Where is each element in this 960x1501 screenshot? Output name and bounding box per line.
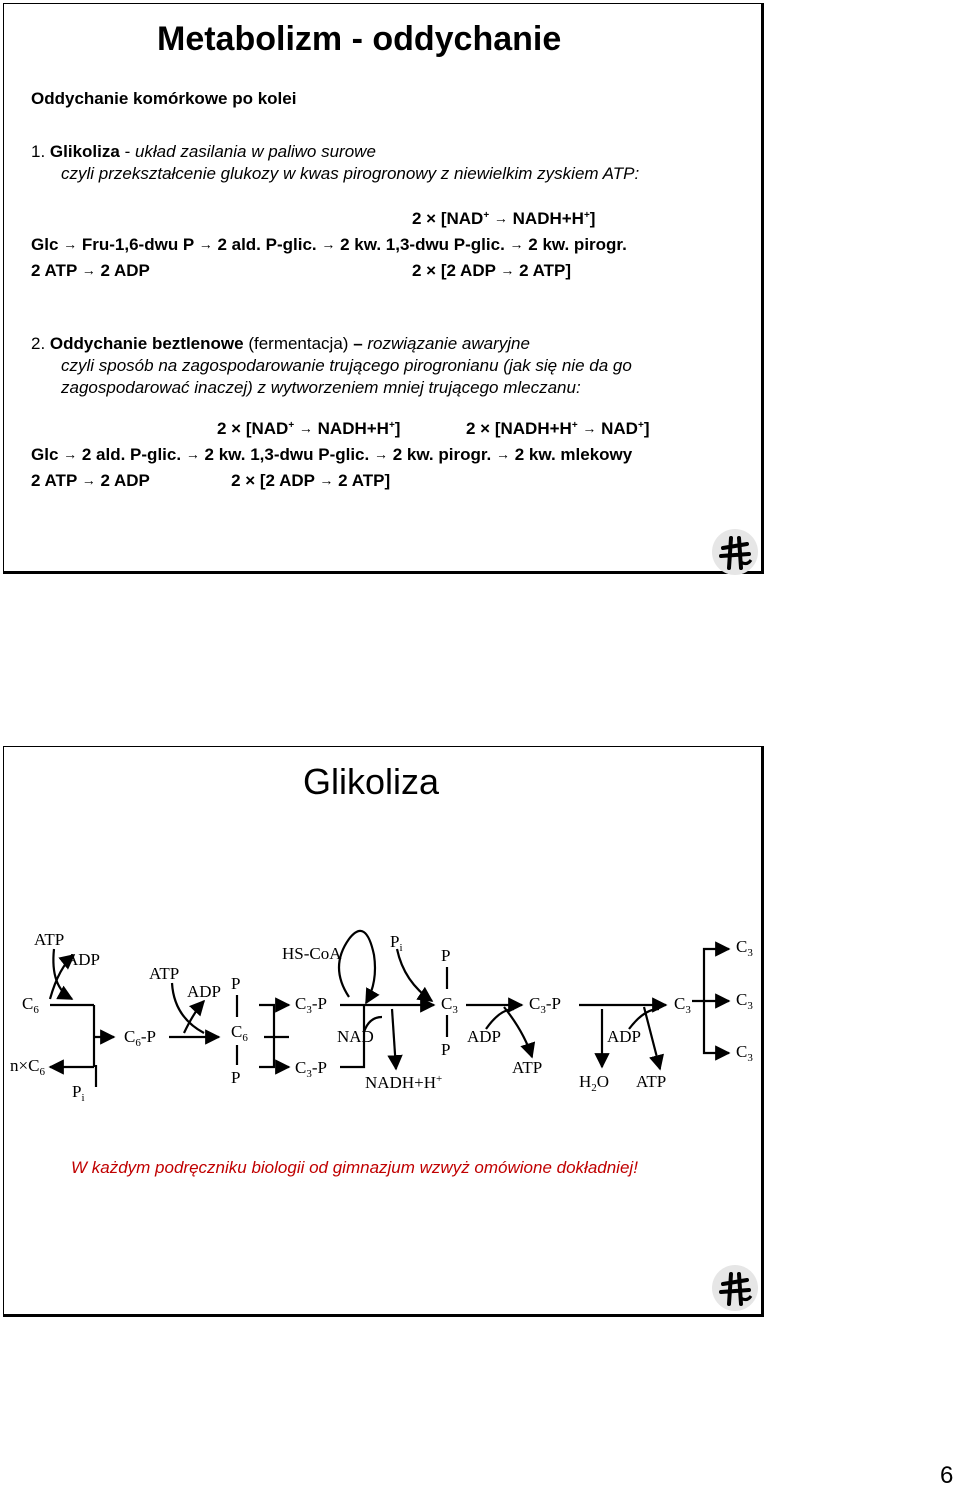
item2-heading: Oddychanie beztlenowe [49, 334, 244, 353]
arrow-icon [184, 1001, 204, 1033]
label-atp: ATP [34, 930, 65, 949]
arrow-right-icon: → [321, 236, 336, 252]
arrow-line [629, 1009, 659, 1029]
subscript: 6 [242, 1032, 248, 1044]
superscript: + [583, 210, 590, 221]
superscript: + [388, 420, 395, 431]
superscript: + [637, 420, 644, 431]
arrow-right-icon: → [496, 446, 511, 462]
label-c3 [736, 990, 753, 1012]
slide-glycolysis [3, 746, 764, 1317]
subscript: 6 [39, 1066, 45, 1078]
eq-part: ] [643, 419, 650, 438]
item1-eq-bottom-left [31, 261, 150, 281]
subscript: 3 [747, 947, 753, 959]
eq-term: 2 kw. pirogr. [392, 445, 492, 464]
label-hs-coa: HS-CoA [282, 944, 342, 963]
eq-term: 2 kw. 1,3-dwu P-glic. [340, 235, 505, 254]
superscript: + [435, 1073, 443, 1085]
eq-part: 2 × [NADH+H [466, 419, 572, 438]
eq-part: 2 ATP] [338, 471, 391, 490]
item2-desc: rozwiązanie awaryjne [367, 334, 530, 353]
item1-eq-bottom-right [412, 261, 571, 281]
eq-term: Glc [31, 445, 59, 464]
text: C [736, 1042, 748, 1061]
subscript: 3 [452, 1004, 458, 1016]
eq-part: 2 × [NAD [412, 209, 484, 228]
item2-eq-top1 [217, 419, 400, 439]
label-c3-p [529, 994, 561, 1016]
label-c3 [674, 994, 691, 1016]
text: C [736, 990, 748, 1009]
subscript: i [81, 1092, 85, 1104]
arrow-right-icon: → [582, 420, 597, 436]
arrow-icon [339, 931, 375, 1003]
subscript: 3 [306, 1068, 312, 1080]
label-adp: ADP [187, 982, 222, 1001]
arrow-right-icon: → [509, 236, 524, 252]
arrow-icon [392, 1009, 396, 1069]
eq-term: 2 kw. 1,3-dwu P-glic. [204, 445, 370, 464]
label-nad: NAD [337, 1027, 374, 1046]
eq-term: 2 kw. mlekowy [514, 445, 633, 464]
text: NADH+H [365, 1073, 436, 1092]
arrow-right-icon: → [185, 446, 200, 462]
item2-eq-bottom [31, 471, 390, 491]
arrow-right-icon: → [81, 472, 96, 488]
item2-number: 2. [31, 334, 46, 353]
eq-part: 2 ADP [100, 261, 150, 280]
subscript: 2 [591, 1082, 597, 1094]
item2-paren: (fermentacja) [248, 334, 349, 353]
arrow-right-icon: → [493, 210, 508, 226]
text: -P [311, 994, 327, 1013]
text: C [441, 994, 453, 1013]
label-nadh [365, 1073, 442, 1092]
eq-part: 2 ATP [31, 261, 77, 280]
item2-eq-main [31, 445, 632, 465]
arrow-icon [704, 1001, 729, 1053]
superscript: + [571, 420, 578, 431]
eq-part: 2 × [2 ADP [412, 261, 496, 280]
eq-part: 2 ATP [31, 471, 77, 490]
label-p: P [231, 974, 241, 993]
text: C [124, 1027, 136, 1046]
text: -P [545, 994, 561, 1013]
arrow-right-icon: → [63, 446, 78, 462]
label-atp: ATP [149, 964, 180, 983]
subscript: 3 [540, 1004, 546, 1016]
text: P [390, 932, 400, 951]
footer-note: W każdym podręczniku biologii od gimnazjum wzwyż omówione dokładniej! [71, 1158, 638, 1177]
item2-desc2: czyli sposób na zagospodarowanie trującego pirogronianu (jak się nie da go [61, 356, 632, 375]
book-logo-icon [709, 526, 761, 578]
page-number: 6 [940, 1462, 954, 1489]
text: C [295, 1058, 307, 1077]
item1-line1 [31, 142, 376, 162]
label-p: P [231, 1068, 241, 1087]
arrow-right-icon: → [81, 262, 96, 278]
text: C [22, 994, 34, 1013]
eq-term: 2 kw. pirogr. [528, 235, 627, 254]
arrow-right-icon: → [500, 262, 515, 278]
subscript: 6 [33, 1004, 39, 1016]
text: C [674, 994, 686, 1013]
arrow-icon [397, 949, 432, 1001]
label-c6 [231, 1022, 248, 1044]
subscript: 3 [306, 1004, 312, 1016]
text: C [295, 994, 307, 1013]
item1-eq-main [31, 235, 627, 255]
label-c3-p [295, 1058, 327, 1080]
eq-part: 2 ADP [100, 471, 150, 490]
slide-title: Glikoliza [303, 761, 440, 802]
item1-number: 1. [31, 142, 46, 161]
item1-heading: Glikoliza [49, 142, 120, 161]
arrow-right-icon: → [63, 236, 78, 252]
label-c3 [736, 1042, 753, 1064]
arrow-icon [692, 949, 729, 1001]
arrow-right-icon: → [298, 420, 313, 436]
eq-term: Glc [31, 235, 59, 254]
text: C [736, 937, 748, 956]
label-atp: ATP [512, 1058, 543, 1077]
slide-title: Metabolizm - oddychanie [157, 20, 562, 58]
label-adp: ADP [607, 1027, 642, 1046]
subscript: 3 [685, 1004, 691, 1016]
item2-desc3: zagospodarować inaczej) z wytworzeniem mniej trującego mleczanu: [61, 378, 581, 397]
label-c6-p [124, 1027, 156, 1049]
item1-dash: - [119, 142, 135, 161]
item1-desc: układ zasilania w paliwo surowe [134, 142, 376, 161]
item2-eq-top2 [466, 419, 649, 439]
item1-desc2: czyli przekształcenie glukozy w kwas pirogronowy z niewielkim zyskiem ATP: [61, 164, 640, 183]
superscript: + [288, 420, 295, 431]
label-c3-p [295, 994, 327, 1016]
glycolysis-diagram [4, 897, 761, 1117]
label-atp: ATP [636, 1072, 667, 1091]
text: C [231, 1022, 243, 1041]
eq-part: NADH+H [317, 419, 389, 438]
label-adp: ADP [66, 950, 101, 969]
text: P [72, 1082, 82, 1101]
label-adp: ADP [467, 1027, 502, 1046]
label-p: P [441, 1040, 451, 1059]
eq-part: NAD [601, 419, 638, 438]
text: C [529, 994, 541, 1013]
text: O [596, 1072, 610, 1091]
arrow-icon [504, 1007, 532, 1057]
eq-part: 2 × [NAD [217, 419, 289, 438]
eq-part: ] [589, 209, 596, 228]
eq-term: 2 ald. P-glic. [81, 445, 182, 464]
book-logo-icon [709, 1262, 761, 1314]
eq-part: 2 × [2 ADP [231, 471, 315, 490]
label-c3 [736, 937, 753, 959]
text: -P [140, 1027, 156, 1046]
arrow-line [486, 1009, 514, 1029]
item2-dash: – [353, 334, 363, 353]
slide-subtitle: Oddychanie komórkowe po kolei [31, 89, 297, 108]
eq-part: ] [394, 419, 401, 438]
arrow-right-icon: → [198, 236, 213, 252]
eq-term: Fru-1,6-dwu P [81, 235, 194, 254]
subscript: 3 [747, 1052, 753, 1064]
arrow-right-icon: → [319, 472, 334, 488]
text: H [579, 1072, 592, 1091]
subscript: 3 [747, 1000, 753, 1012]
subscript: i [399, 942, 403, 954]
arrow-right-icon: → [373, 446, 388, 462]
text: n×C [10, 1056, 40, 1075]
eq-part: NADH+H [512, 209, 584, 228]
label-pi [72, 1082, 85, 1104]
label-p: P [441, 946, 451, 965]
subscript: 6 [135, 1037, 141, 1049]
item1-eq-top [412, 209, 595, 229]
item2-line1 [31, 334, 530, 354]
label-h2o [579, 1072, 609, 1094]
slide-metabolism [3, 3, 764, 574]
eq-part: 2 ATP] [519, 261, 572, 280]
arrow-icon [644, 1007, 660, 1069]
label-n-c6 [10, 1056, 45, 1078]
label-c3 [441, 994, 458, 1016]
eq-term: 2 ald. P-glic. [217, 235, 317, 254]
superscript: + [483, 210, 490, 221]
text: -P [311, 1058, 327, 1077]
label-c6 [22, 994, 39, 1016]
